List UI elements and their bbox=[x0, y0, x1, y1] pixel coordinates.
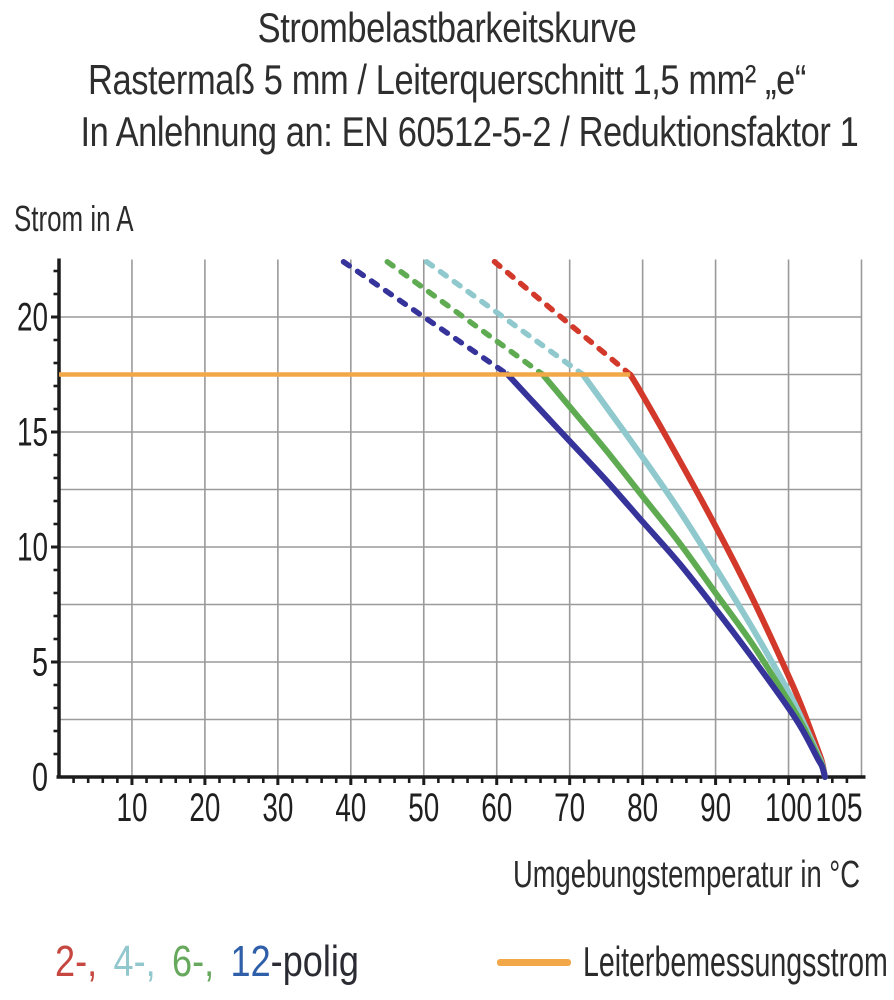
chart-title: Strombelastbarkeitskurve bbox=[257, 4, 637, 51]
series-dashed-6-polig bbox=[387, 262, 542, 375]
x-tick-label-90: 90 bbox=[700, 786, 732, 830]
x-tick-label-10: 10 bbox=[116, 786, 148, 830]
x-tick-label-80: 80 bbox=[627, 786, 659, 830]
rated-current-swatch bbox=[497, 959, 571, 966]
x-tick-label-100: 100 bbox=[765, 786, 813, 830]
chart-subtitle: Rastermaß 5 mm / Leiterquerschnitt 1,5 mm² „e“ bbox=[88, 56, 806, 103]
legend-12-polig: 12 bbox=[230, 937, 271, 986]
x-tick-label-40: 40 bbox=[335, 786, 367, 830]
y-axis-title: Strom in A bbox=[14, 198, 134, 239]
x-tick-label-60: 60 bbox=[481, 786, 513, 830]
y-tick-label-10: 10 bbox=[17, 525, 48, 570]
rated-current-label: Leiterbemessungsstrom bbox=[583, 938, 888, 985]
x-tick-label-20: 20 bbox=[189, 786, 221, 830]
legend-polig-suffix: -polig bbox=[270, 937, 359, 986]
y-tick-label-0: 0 bbox=[32, 755, 48, 800]
y-tick-label-5: 5 bbox=[32, 640, 48, 685]
legend-rated-current bbox=[497, 938, 894, 986]
series-curve-6-polig bbox=[543, 375, 825, 778]
y-tick-label-20: 20 bbox=[17, 295, 48, 340]
x-tick-label-105: 105 bbox=[815, 786, 863, 830]
x-axis-title: Umgebungstemperatur in °C bbox=[512, 854, 860, 896]
legend-2-polig: 2-, bbox=[55, 937, 98, 986]
legend-poles bbox=[55, 938, 359, 986]
x-tick-label-70: 70 bbox=[554, 786, 586, 830]
y-tick-label-15: 15 bbox=[17, 410, 48, 455]
x-tick-label-50: 50 bbox=[408, 786, 440, 830]
series-dashed-12-polig bbox=[344, 262, 508, 375]
chart-note: In Anlehnung an: EN 60512-5-2 / Reduktionsfaktor 1 bbox=[80, 108, 859, 155]
legend-6-polig: 6-, bbox=[172, 937, 215, 986]
x-tick-label-30: 30 bbox=[262, 786, 294, 830]
legend-4-polig: 4-, bbox=[113, 937, 156, 986]
